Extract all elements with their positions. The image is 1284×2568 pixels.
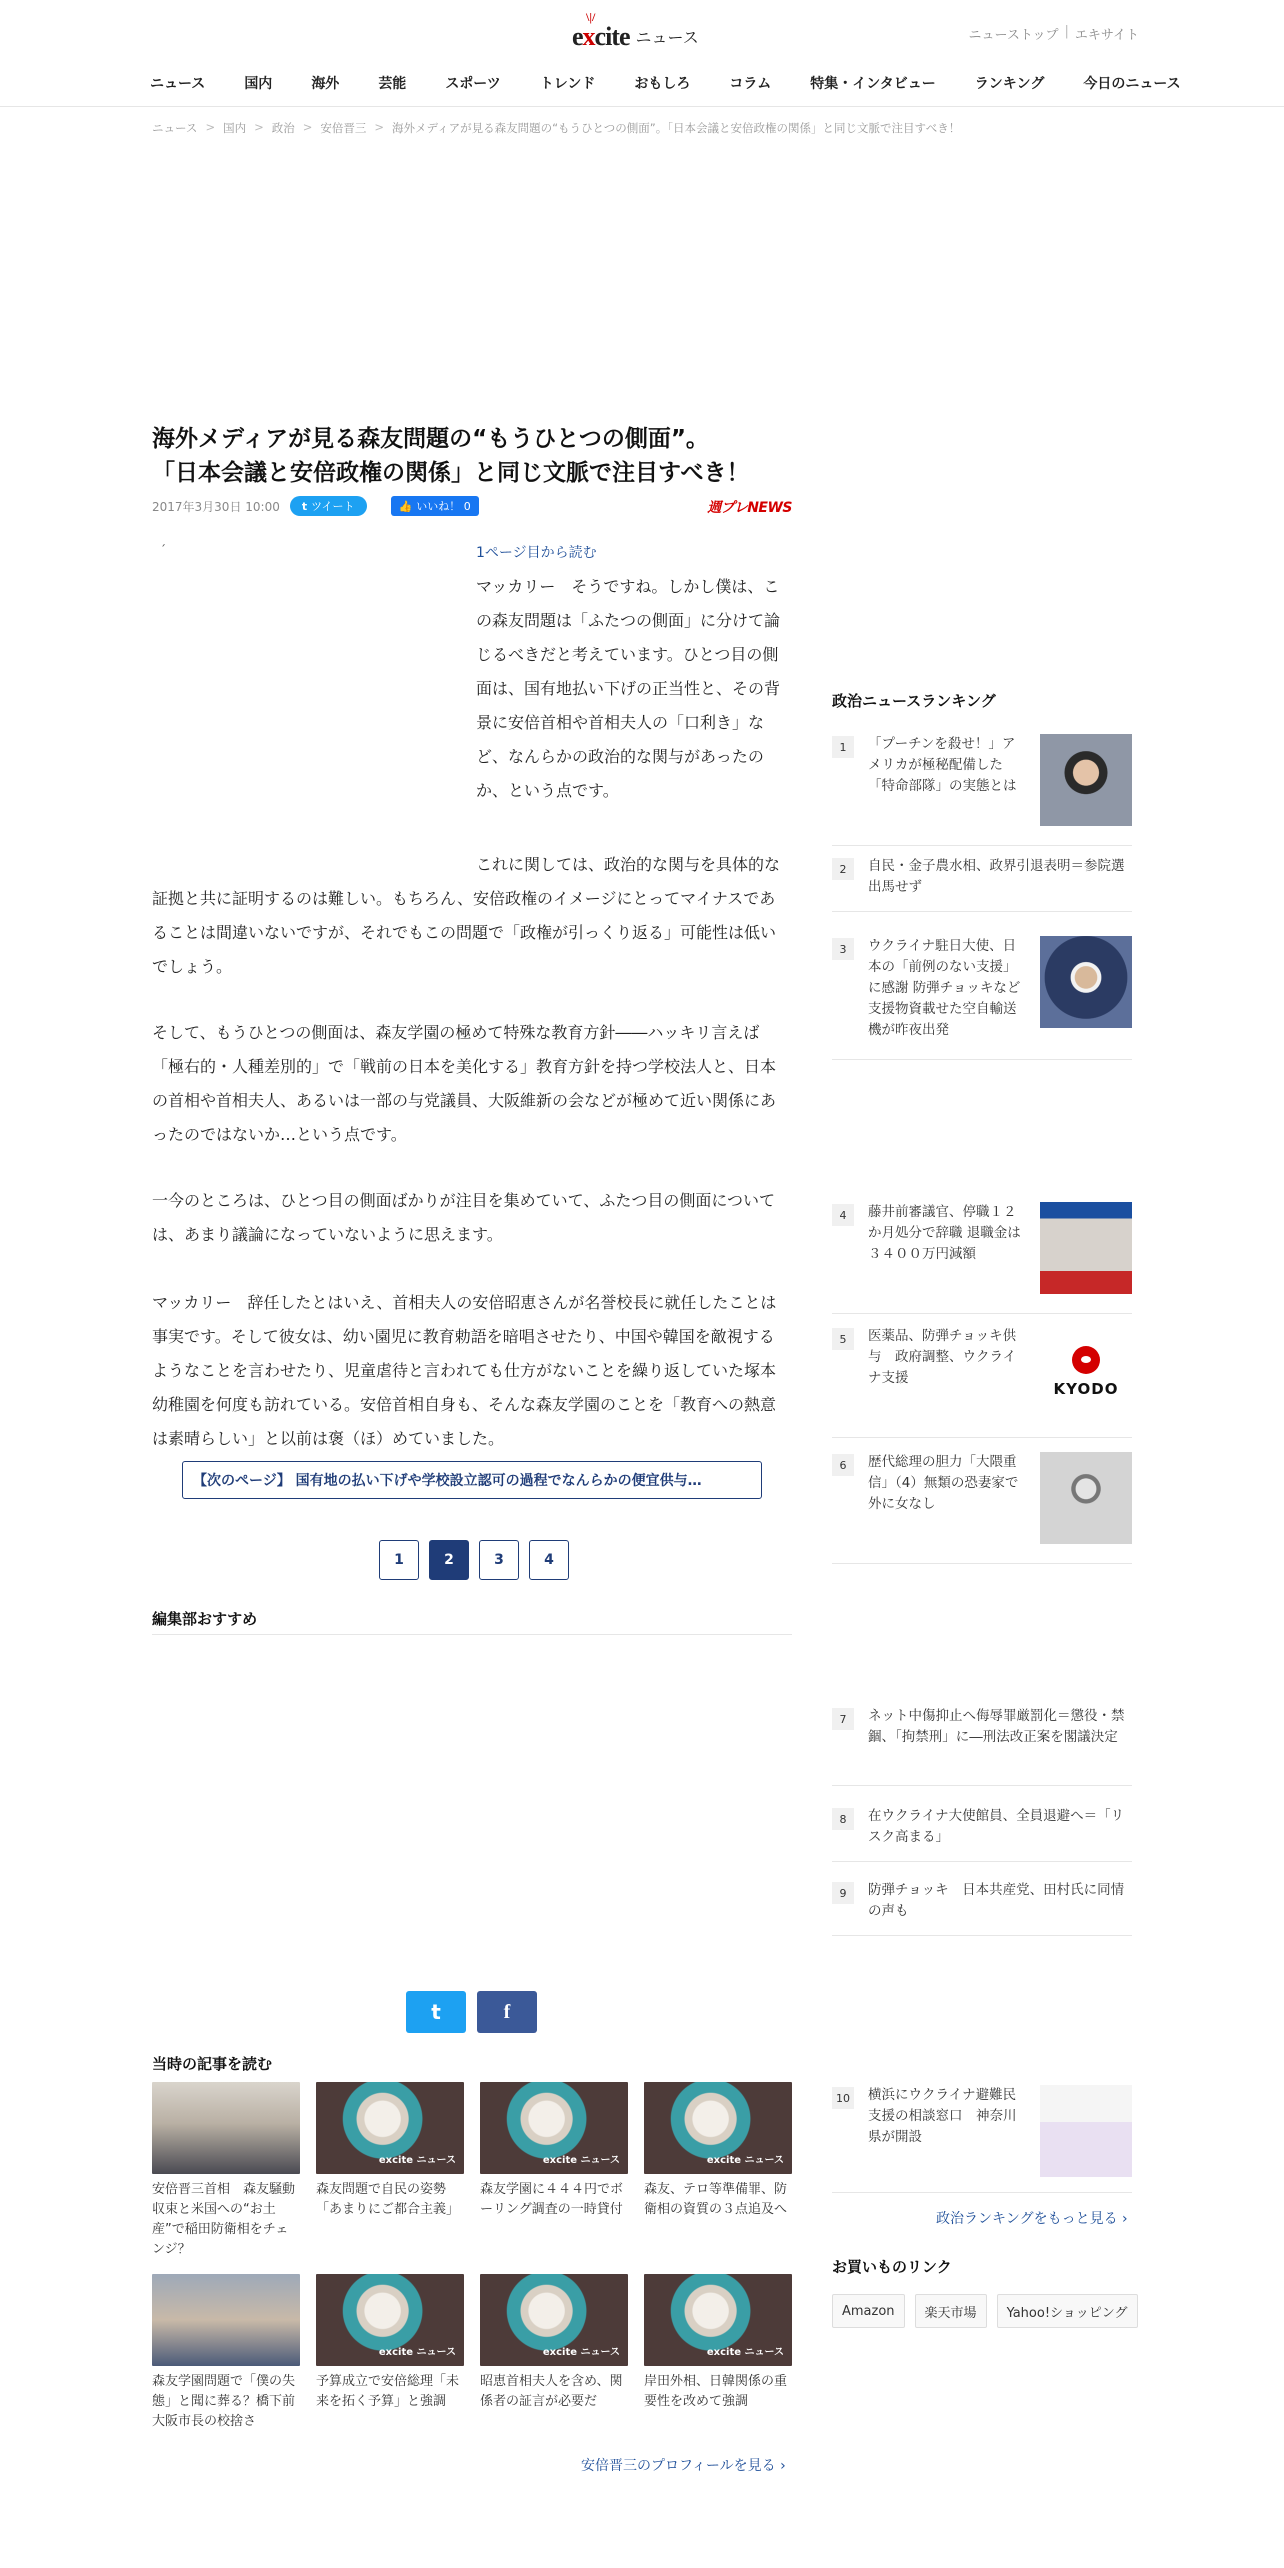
related-row-1 [152,2082,792,2260]
nav-domestic[interactable]: 国内 [244,76,273,92]
related-card[interactable] [152,2082,300,2260]
rank-thumbnail [1040,734,1132,826]
article-meta [152,495,792,517]
thumbnail-watermark: excite ニュース [378,2155,456,2166]
related-thumbnail [316,2082,464,2174]
nav-overseas[interactable]: 海外 [311,76,340,92]
ranking-item-5[interactable] [832,1326,1132,1438]
image-placeholder-icon: ´ [160,543,166,557]
rank-number: 4 [832,1204,854,1226]
nav-entertainment[interactable]: 芸能 [378,76,407,92]
nav-sports[interactable]: スポーツ [445,76,501,92]
article-paragraph-2 [152,848,788,984]
related-caption: 安倍晋三首相 森友騒動収束と米国への“お土産”で稲田防衛相をチェンジ？ [152,2182,296,2257]
rank-thumbnail [1040,2085,1132,2177]
title-line-1: 海外メディアが見る森友問題の“もうひとつの側面”。 [152,426,709,452]
twitter-icon: t [431,2000,441,2024]
first-page-link[interactable]: 1ページ目から読む [476,545,597,561]
article-date: 2017年3月30日 10:00 [152,499,280,514]
related-card[interactable] [316,2274,464,2432]
logo-rays-icon: \|/ [586,10,596,24]
related-thumbnail [644,2082,792,2174]
breadcrumb-politics[interactable]: 政治 [271,121,295,135]
ranking-title: 政治ニュースランキング [832,692,996,710]
tweet-button[interactable] [290,496,367,516]
related-thumbnail [152,2082,300,2174]
global-nav [150,73,1181,93]
nav-features[interactable]: 特集・インタビュー [810,76,936,92]
rank-number: 3 [832,938,854,960]
ranking-item-9[interactable] [832,1880,1132,1936]
related-card[interactable] [644,2274,792,2432]
article-paragraph-4: 一今のところは、ひとつ目の側面ばかりが注目を集めていて、ふたつ目の側面については、あまり議論になっていないように思えます。 [152,1191,776,1244]
breadcrumb-chevron-icon: > [374,120,384,134]
facebook-share-button[interactable] [477,1991,537,2033]
related-thumbnail [480,2274,628,2366]
pagination [379,1540,569,1580]
related-caption: 森友、テロ等準備罪、防衛相の資質の３点追及へ [644,2182,788,2217]
rank-text: 自民・金子農水相、政界引退表明＝参院選出馬せず [868,858,1125,895]
excite-site-link[interactable]: エキサイト [1074,28,1139,43]
related-thumbnail [644,2274,792,2366]
thumbnail-watermark: excite ニュース [378,2347,456,2358]
rank-number: 5 [832,1328,854,1350]
rank-text: ネット中傷抑止へ侮辱罪厳罰化＝懲役・禁錮、「拘禁刑」に―刑法改正案を閣議決定 [868,1708,1125,1745]
page-3-button[interactable]: 3 [479,1540,519,1580]
kyodo-mark-icon [1072,1346,1100,1374]
shop-amazon-button[interactable]: Amazon [832,2294,905,2328]
divider [152,1634,792,1635]
article-paragraph-1: マッカリー そうですね。しかし僕は、この森友問題は「ふたつの側面」に分けて論じるべきだと考えています。ひとつ目の側面は、国有地払い下げの正当性と、その背景に安倍首相や首相夫人の「口利き」など、なんらかの政治的な関与があったのか、という点です。 [476,577,781,800]
rank-number: 7 [832,1708,854,1730]
kyodo-logo-text: KYODO [1053,1380,1119,1398]
thumbnail-watermark: excite ニュース [706,2347,784,2358]
breadcrumb-news[interactable]: ニュース [152,121,198,135]
rank-thumbnail [1040,936,1132,1028]
breadcrumb-domestic[interactable]: 国内 [223,121,247,135]
breadcrumb [152,120,960,136]
twitter-icon: t [301,499,308,513]
rank-text: ウクライナ駐日大使、日本の「前例のない支援」に感謝 防弾チョッキなど支援物資載せた空自輸送機が昨夜出発 [868,938,1021,1038]
facebook-icon: f [503,2000,511,2023]
paragraph-2-text: これに関しては、政治的な関与を具体的な証拠と共に証明するのは難しい。もちろん、安倍政権のイメージにとってマイナスであることは間違いないですが、それでもこの問題で「政権が引っくり返る」可能性は低いでしょう。 [152,855,781,976]
thumbs-up-icon: 👍 [398,499,413,513]
page-1-button[interactable]: 1 [379,1540,419,1580]
rank-thumbnail [1040,1202,1132,1294]
shop-title: お買いものリンク [832,2258,952,2276]
nav-news[interactable]: ニュース [150,76,206,92]
rank-text: 藤井前審議官、停職１２か月処分で辞職 退職金は３４００万円減額 [868,1204,1021,1262]
related-heading: 当時の記事を読む [152,2055,273,2073]
related-caption: 岸田外相、日韓関係の重要性を改めて強調 [644,2374,788,2409]
ranking-item-6[interactable] [832,1452,1132,1564]
related-thumbnail [480,2082,628,2174]
nav-column[interactable]: コラム [729,76,772,92]
top-links [969,24,1139,43]
ranking-more-label: 政治ランキングをもっと見る [936,2211,1118,2227]
thumbnail-watermark: excite ニュース [542,2155,620,2166]
like-label: いいね！ 0 [416,500,471,513]
rank-text: 在ウクライナ大使館員、全員退避へ＝「リスク高まる」 [868,1808,1125,1845]
rank-number: 8 [832,1808,854,1830]
publisher-logo[interactable]: 週プレNEWS [707,500,792,516]
thumbnail-watermark: excite ニュース [542,2347,620,2358]
like-button[interactable] [391,496,479,516]
breadcrumb-chevron-icon: > [254,120,264,134]
next-page-link[interactable]: 【次のページ】 国有地の払い下げや学校設立認可の過程でなんらかの便宜供与… [182,1461,762,1499]
ranking-item-3[interactable] [832,936,1132,1060]
shop-rakuten-button[interactable]: 楽天市場 [915,2294,987,2328]
excite-logo[interactable] [572,12,699,52]
title-line-2: 「日本会議と安倍政権の関係」と同じ文脈で注目すべき！ [152,460,750,486]
editor-pick-heading: 編集部おすすめ [152,1610,258,1628]
related-caption: 森友学園問題で「僕の失態」と聞に葬る？橋下前大阪市長の校捨さ [152,2374,296,2429]
article-paragraph-5: マッカリー 辞任したとはいえ、首相夫人の安倍昭恵さんが名誉校長に就任したことは事実です。そして彼女は、幼い園児に教育勅語を暗唱させたり、中国や韓国を敵視するようなことを言わせたり、児童虐待と言われても仕方がないことを繰り返していた塚本幼稚園を何度も訪れている。安倍首相自身も、そんな森友学園のことを「教育への熱意は素晴らしい」と以前は褒（ほ）めていました。 [152,1293,777,1448]
tweet-label: ツイート [311,500,355,513]
rank-number: 10 [832,2087,854,2109]
rank-text: 防弾チョッキ 日本共産党、田村氏に同情の声も [868,1882,1125,1919]
ranking-item-8[interactable] [832,1806,1132,1862]
ranking-item-1[interactable] [832,734,1132,846]
news-top-link[interactable]: ニューストップ [968,28,1059,43]
related-thumbnail [316,2274,464,2366]
shop-yahoo-button[interactable]: Yahoo!ショッピング [997,2294,1138,2328]
page-4-button[interactable]: 4 [529,1540,569,1580]
breadcrumb-abe[interactable]: 安倍晋三 [320,121,367,135]
rank-thumbnail [1040,1452,1132,1544]
related-thumbnail [152,2274,300,2366]
kyodo-logo [1040,1326,1132,1418]
related-caption: 予算成立で安倍総理「未来を拓く予算」と強調 [316,2374,460,2409]
thumbnail-watermark: excite ニュース [706,2155,784,2166]
article-title [152,422,802,490]
rank-text: 歴代総理の胆力「大隈重信」（4）無類の恐妻家で外に女なし [868,1454,1019,1512]
ranking-more-link[interactable] [936,2208,1128,2228]
ranking-item-4[interactable] [832,1202,1132,1314]
nav-ranking[interactable]: ランキング [974,76,1045,92]
rank-number: 1 [832,736,854,758]
rank-text: 「プーチンを殺せ！」アメリカが極秘配備した「特命部隊」の実態とは [868,736,1017,794]
nav-trend[interactable]: トレンド [539,76,596,92]
related-caption: 森友問題で自民の姿勢「あまりにご都合主義」 [316,2182,460,2217]
nav-today[interactable]: 今日のニュース [1083,76,1181,92]
logo-mark: \|/ excite [572,10,630,51]
rank-number: 2 [832,858,854,880]
rank-text: 横浜にウクライナ避難民支援の相談窓口 神奈川県が開設 [868,2087,1017,2145]
related-card[interactable] [152,2274,300,2432]
shop-links [832,2294,1138,2328]
ranking-item-10[interactable] [832,2085,1132,2193]
breadcrumb-chevron-icon: > [302,120,313,134]
related-card[interactable] [480,2082,628,2260]
related-caption: 森友学園に４４４円でボーリング調査の一時貸付 [480,2182,624,2217]
related-card[interactable] [644,2082,792,2260]
rank-number: 6 [832,1454,854,1476]
separator: | [1064,24,1069,39]
ranking-item-7[interactable] [832,1706,1132,1786]
related-card[interactable] [316,2082,464,2260]
ranking-item-2[interactable] [832,856,1132,912]
profile-link[interactable] [581,2455,786,2475]
logo-news-label: ニュース [635,28,699,47]
related-caption: 昭恵首相夫人を含め、関係者の証言が必要だ [480,2374,623,2409]
site-header [0,0,1284,107]
rank-text: 医薬品、防弾チョッキ供与 政府調整、ウクライナ支援 [868,1328,1017,1386]
related-card[interactable] [480,2274,628,2432]
rank-number: 9 [832,1882,854,1904]
related-row-2 [152,2274,792,2432]
page-2-button[interactable]: 2 [429,1540,469,1580]
nav-omoshiro[interactable]: おもしろ [634,76,691,92]
article-paragraph-3: そして、もうひとつの側面は、森友学園の極めて特殊な教育方針――ハッキリ言えば「極右的・人種差別的」で「戦前の日本を美化する」教育方針を持つ学校法人と、日本の首相や首相夫人、あるいは一部の与党議員、大阪維新の会などが極めて近い関係にあったのではないか…という点です。 [152,1023,777,1144]
profile-link-label: 安倍晋三のプロフィールを見る [581,2458,776,2474]
breadcrumb-current: 海外メディアが見る森友問題の“もうひとつの側面”。「日本会議と安倍政権の関係」と同じ文脈で注目すべき！ [392,121,961,135]
breadcrumb-chevron-icon: > [205,120,216,134]
chevron-right-icon: › [780,2458,786,2474]
twitter-share-button[interactable] [406,1991,466,2033]
chevron-right-icon: › [1122,2211,1128,2227]
